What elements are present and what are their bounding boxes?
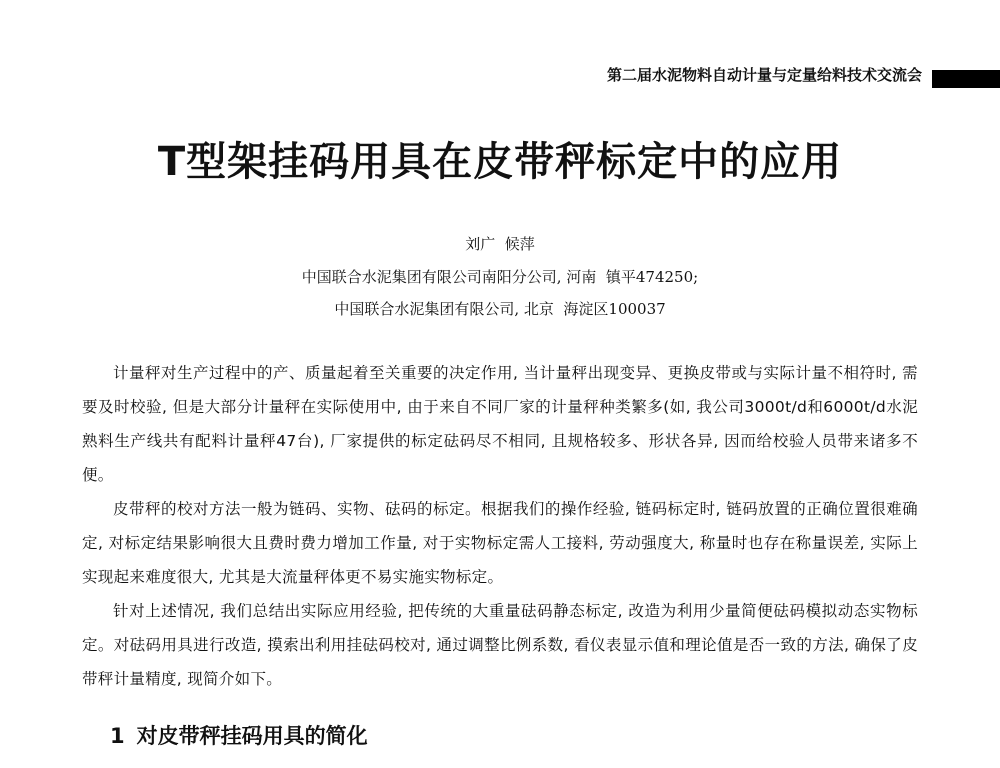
body-paragraph-2: 皮带秤的校对方法一般为链码、实物、砝码的标定。根据我们的操作经验, 链码标定时, 链码放置的正确位置很难确定, 对标定结果影响很大且费时费力增加工作量, 对于实物标定需人工接料, 劳动强度大, 称量时也存在称量误差, 实际上实现起来难度很大, 尤其是大流量秤体更不易实施实物标定。 [82,500,918,586]
header-bar-decoration [932,70,1000,88]
affiliation-1: 中国联合水泥集团有限公司南阳分公司, 河南 镇平474250; [301,268,699,286]
section-title: 对皮带秤挂码用具的简化 [136,724,368,748]
article-body [82,356,918,696]
author-line: 刘广 候萍 [465,235,535,253]
body-paragraph-3: 针对上述情况, 我们总结出实际应用经验, 把传统的大重量砝码静态标定, 改造为利用少量简便砝码模拟动态实物标定。对砝码用具进行改造, 摸索出利用挂砝码校对, 通过调整比例系数, 看仪表显示值和理论值是否一致的方法, 确保了皮带秤计量精度, 现简介如下。 [82,602,918,688]
section-number: 1 [110,724,125,748]
body-paragraph-1: 计量秤对生产过程中的产、质量起着至关重要的决定作用, 当计量秤出现变异、更换皮带或与实际计量不相符时, 需要及时校验, 但是大部分计量秤在实际使用中, 由于来自不同厂家的计量秤种类繁多(如, 我公司3000t/d和6000t/d水泥熟料生产线共有配料计量秤47台), 厂家提供的标定砝码尽不相同, 且规格较多、形状各异, 因而给校验人员带来诸多不便。 [82,364,918,484]
article-title: T型架挂码用具在皮带秤标定中的应用 [157,139,843,185]
affiliation-2: 中国联合水泥集团有限公司, 北京 海淀区100037 [334,300,666,318]
running-header: 第二届水泥物料自动计量与定量给料技术交流会 [606,66,922,84]
truncated-text-line [82,752,842,768]
section-heading-1 [110,720,368,750]
